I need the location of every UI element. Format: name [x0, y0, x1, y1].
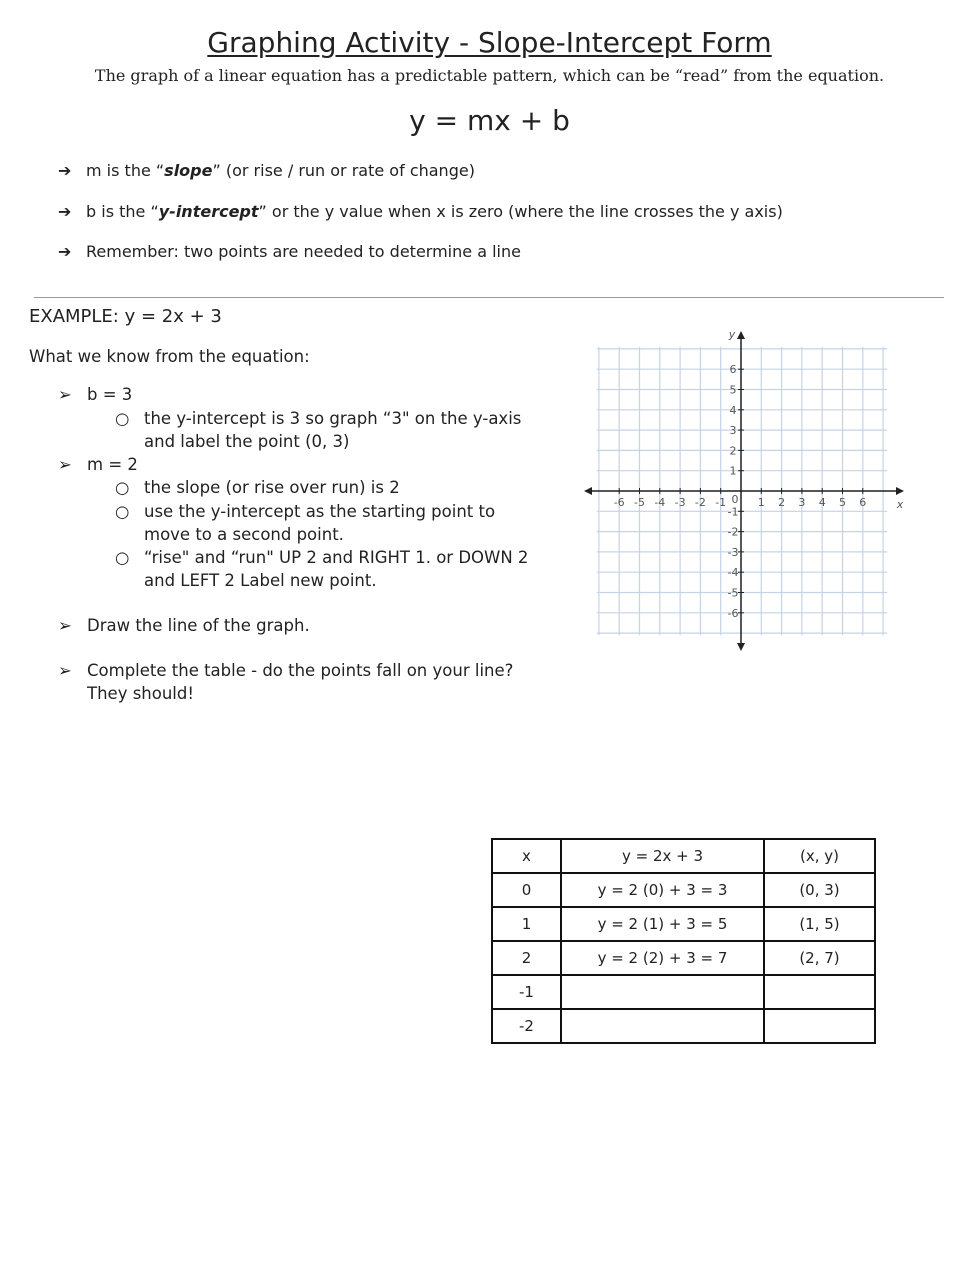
cell-blank[interactable]: [764, 1009, 875, 1043]
item-draw: [58, 614, 310, 637]
arrowhead-icon: ➢: [58, 661, 72, 680]
y-tick-label: 1: [729, 464, 737, 478]
x-tick-label: -2: [694, 496, 706, 509]
x-axis-right-arrow-icon: [896, 487, 904, 495]
item-text: the slope (or rise over run) is 2: [144, 478, 400, 497]
x-tick-label: 5: [839, 496, 846, 509]
y-axis-up-arrow-icon: [737, 331, 745, 339]
equation: y = mx + b: [409, 104, 570, 137]
item-text: and label the point (0, 3): [144, 432, 350, 451]
arrow-icon: ➔: [58, 202, 72, 221]
example-heading: EXAMPLE: y = 2x + 3: [29, 306, 222, 327]
cell-blank[interactable]: [561, 975, 764, 1009]
bullet-text: m is the “: [86, 161, 165, 180]
cell: y = 2 (0) + 3 = 3: [561, 873, 764, 907]
x-tick-label: 1: [757, 496, 765, 509]
table-header-row: [492, 839, 875, 873]
arrowhead-icon: ➢: [58, 455, 72, 474]
sub-item: [115, 407, 521, 430]
item-text: Draw the line of the graph.: [87, 616, 310, 635]
item-b: [58, 383, 132, 406]
bullet-slope: [58, 161, 475, 180]
y-axis-label: y: [728, 328, 736, 341]
arrowhead-icon: ➢: [58, 385, 72, 404]
x-tick-label: -5: [634, 496, 645, 509]
cell: 0: [492, 873, 561, 907]
y-tick-label: -5: [727, 586, 739, 600]
header-cell: (x, y): [764, 839, 875, 873]
bullet-emphasis: y-intercept: [158, 202, 259, 221]
item-text: and LEFT 2 Label new point.: [144, 571, 377, 590]
x-axis-left-arrow-icon: [584, 487, 592, 495]
arrow-icon: ➔: [58, 161, 72, 180]
table-row: [492, 907, 875, 941]
cell: (1, 5): [764, 907, 875, 941]
example-intro: What we know from the equation:: [29, 347, 310, 366]
arrow-icon: ➔: [58, 242, 72, 261]
item-text: the y-intercept is 3 so graph “3" on the y-axis: [144, 409, 522, 428]
cell: 2: [492, 941, 561, 975]
y-tick-label: 6: [729, 363, 737, 377]
bullet-text: ” (or rise / run or rate of change): [212, 161, 475, 180]
circle-bullet-icon: ○: [115, 502, 130, 521]
table-row: [492, 1009, 875, 1043]
header-cell: y = 2x + 3: [561, 839, 764, 873]
item-text: b = 3: [87, 385, 133, 404]
x-tick-label: 4: [818, 496, 826, 509]
bullet-text: b is the “: [86, 202, 159, 221]
y-tick-label: 2: [729, 444, 737, 458]
x-tick-label: 6: [859, 496, 867, 509]
header-cell: x: [492, 839, 561, 873]
cell-blank[interactable]: [561, 1009, 764, 1043]
bullet-intercept: [58, 202, 783, 221]
item-text: m = 2: [87, 455, 138, 474]
sub-item: [115, 500, 495, 523]
cell: -1: [492, 975, 561, 1009]
cell: (0, 3): [764, 873, 875, 907]
item-m: [58, 453, 138, 476]
page-title: Graphing Activity - Slope-Intercept Form: [207, 26, 772, 59]
item-text: move to a second point.: [144, 525, 344, 544]
y-tick-label: 5: [729, 383, 737, 397]
x-tick-label: 2: [778, 496, 786, 509]
cell: y = 2 (1) + 3 = 5: [561, 907, 764, 941]
values-table: [491, 838, 876, 1044]
item-text: They should!: [87, 684, 194, 703]
cell: -2: [492, 1009, 561, 1043]
circle-bullet-icon: ○: [115, 409, 130, 428]
x-axis-label: x: [896, 498, 904, 511]
y-tick-label: -3: [727, 545, 739, 559]
circle-bullet-icon: ○: [115, 478, 130, 497]
y-axis-down-arrow-icon: [737, 643, 745, 651]
table-row: [492, 975, 875, 1009]
y-tick-label: -1: [727, 505, 739, 519]
x-tick-label: -1: [715, 496, 727, 509]
x-tick-label: -6: [613, 496, 625, 509]
circle-bullet-icon: ○: [115, 548, 130, 567]
arrowhead-icon: ➢: [58, 616, 72, 635]
item-complete: [58, 659, 513, 682]
table-row: [492, 873, 875, 907]
item-text: Complete the table - do the points fall on your line?: [87, 661, 514, 680]
x-tick-label: -4: [654, 496, 666, 509]
sub-item: [115, 546, 528, 569]
item-text: use the y-intercept as the starting point to: [144, 502, 496, 521]
bullet-remember: [58, 242, 521, 261]
sub-item: [115, 476, 400, 499]
y-tick-label: -2: [727, 525, 739, 539]
subtitle: The graph of a linear equation has a predictable pattern, which can be “read” from the equation.: [94, 66, 885, 85]
bullet-text: ” or the y value when x is zero (where the line crosses the y axis): [258, 202, 783, 221]
item-text: “rise" and “run" UP 2 and RIGHT 1. or DOWN 2: [144, 548, 529, 567]
y-tick-label: -6: [727, 606, 739, 620]
bullet-text: Remember: two points are needed to determine a line: [86, 242, 521, 261]
coordinate-grid: [580, 325, 910, 655]
divider: [34, 297, 944, 298]
cell: 1: [492, 907, 561, 941]
cell-blank[interactable]: [764, 975, 875, 1009]
cell: (2, 7): [764, 941, 875, 975]
x-tick-label: 3: [798, 496, 806, 509]
bullet-emphasis: slope: [164, 161, 213, 180]
cell: y = 2 (2) + 3 = 7: [561, 941, 764, 975]
y-tick-label: 3: [729, 424, 737, 438]
y-tick-label: 4: [729, 403, 737, 417]
y-tick-label: -4: [727, 566, 739, 580]
origin-label: 0: [731, 493, 739, 506]
x-tick-label: -3: [674, 496, 686, 509]
table-row: [492, 941, 875, 975]
